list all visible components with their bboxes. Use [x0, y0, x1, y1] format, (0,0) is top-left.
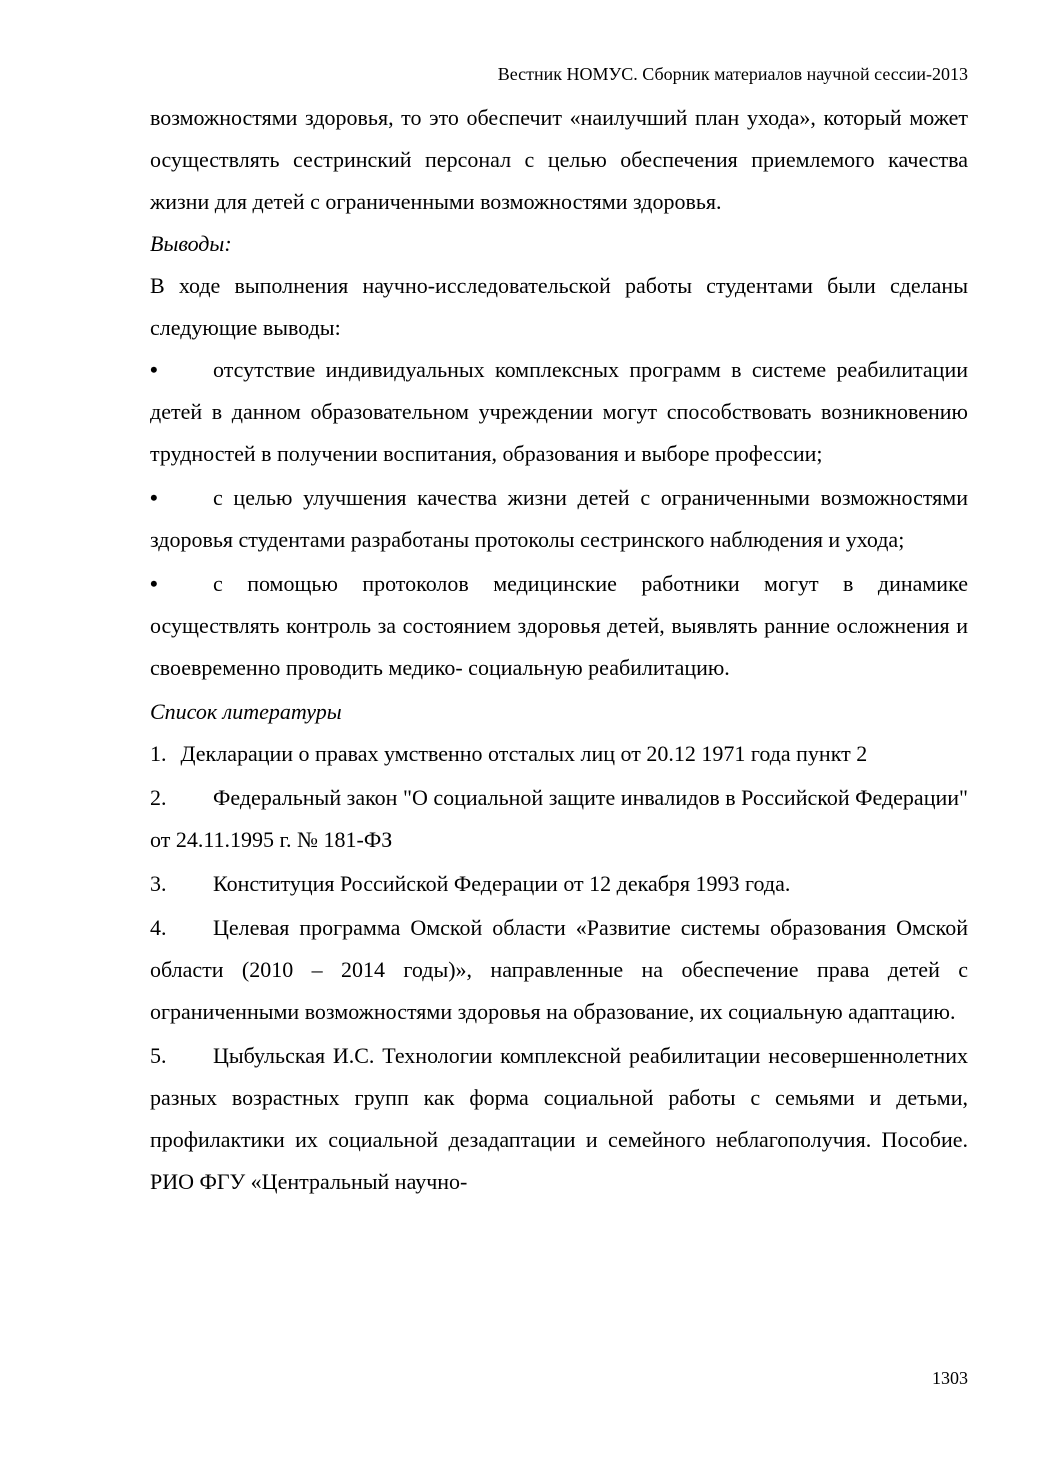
- reference-number: 2.: [150, 785, 167, 810]
- reference-number: 4.: [150, 915, 167, 940]
- reference-item: [150, 907, 968, 1033]
- bullet-icon: •: [150, 485, 158, 510]
- reference-item: [150, 777, 968, 861]
- conclusion-item-text: отсутствие индивидуальных комплексных программ в системе реабилитации детей в данном образовательном учреждении могут способствовать возникновению трудностей в получении воспитания, образования и выборе профессии;: [150, 357, 968, 466]
- conclusion-item: [150, 349, 968, 475]
- conclusion-item-text: с помощью протоколов медицинские работники могут в динамике осуществлять контроль за состоянием здоровья детей, выявлять ранние осложнения и своевременно проводить медико- социальную реабилитацию.: [150, 571, 968, 680]
- reference-number: 1.: [150, 741, 167, 766]
- bullet-icon: •: [150, 357, 158, 382]
- reference-number: 5.: [150, 1043, 167, 1068]
- bullet-icon: •: [150, 571, 158, 596]
- reference-number: 3.: [150, 871, 167, 896]
- reference-text: Целевая программа Омской области «Развитие системы образования Омской области (2010 – 2014 годы)», направленные на обеспечение права детей с ограниченными возможностями здоровья на образование, их социальную адаптацию.: [150, 915, 968, 1024]
- reference-text: Цыбульская И.С. Технологии комплексной реабилитации несовершеннолетних разных возрастных групп как форма социальной работы с семьями и детьми, профилактики их социальной дезадаптации и семейного неблагополучия. Пособие. РИО ФГУ «Центральный научно-: [150, 1043, 968, 1194]
- page-body: [150, 97, 968, 1205]
- conclusion-item: [150, 477, 968, 561]
- conclusions-heading: Выводы:: [150, 231, 232, 256]
- conclusions-lead: В ходе выполнения научно-исследовательской работы студентами были сделаны следующие выводы:: [150, 273, 968, 340]
- reference-item: [150, 863, 968, 905]
- references-heading: Список литературы: [150, 699, 342, 724]
- conclusion-item: [150, 563, 968, 689]
- reference-text: Федеральный закон "О социальной защите инвалидов в Российской Федерации" от 24.11.1995 г. № 181-ФЗ: [150, 785, 968, 852]
- reference-item: [150, 1035, 968, 1203]
- conclusion-item-text: с целью улучшения качества жизни детей с ограниченными возможностями здоровья студентами разработаны протоколы сестринского наблюдения и ухода;: [150, 485, 968, 552]
- reference-item: [150, 733, 968, 775]
- running-header: Вестник НОМУС. Сборник материалов научной сессии-2013: [497, 64, 968, 84]
- intro-paragraph: возможностями здоровья, то это обеспечит «наилучший план ухода», который может осуществлять сестринский персонал с целью обеспечения приемлемого качества жизни для детей с ограниченными возможностями здоровья.: [150, 105, 968, 214]
- reference-text: Конституция Российской Федерации от 12 декабря 1993 года.: [213, 871, 791, 896]
- reference-text: Декларации о правах умственно отсталых лиц от 20.12 1971 года пункт 2: [180, 741, 868, 766]
- page-number: 1303: [932, 1368, 968, 1388]
